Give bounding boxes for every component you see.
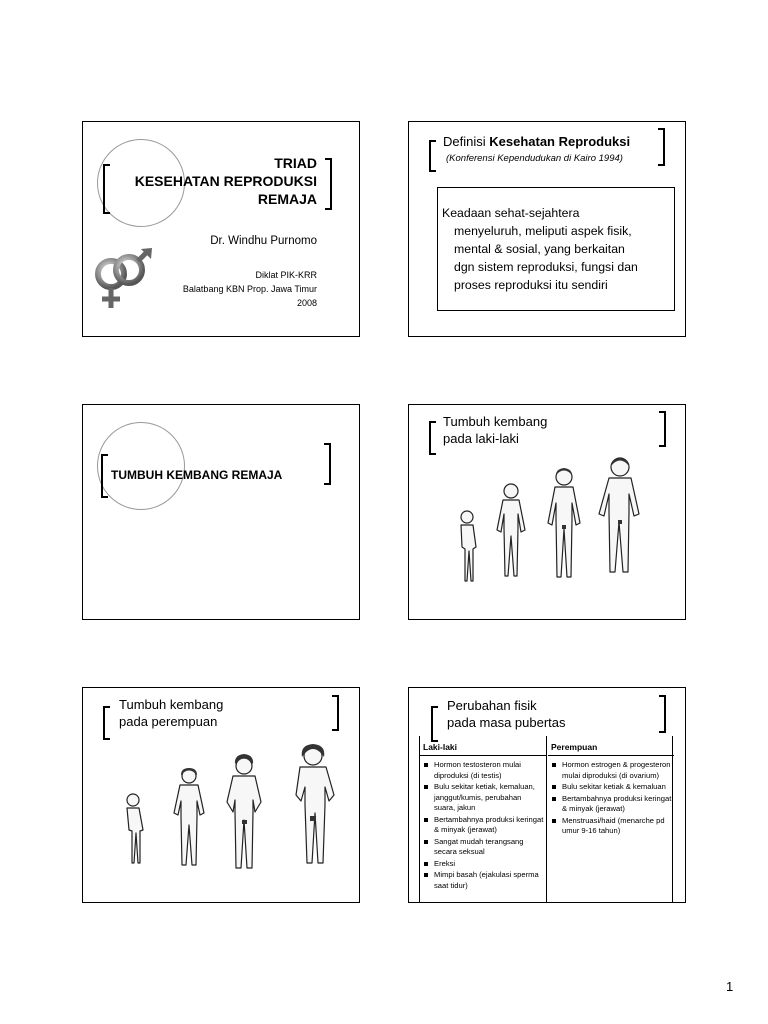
slide-title: Tumbuh kembang pada laki-laki	[443, 414, 548, 446]
left-bracket	[429, 421, 436, 455]
list-item: Sangat mudah terangsang secara seksual	[424, 837, 544, 858]
female-column	[548, 736, 674, 903]
slide-title: Perubahan fisik pada masa pubertas	[447, 698, 566, 730]
column-header-female: Perempuan	[548, 736, 674, 756]
male-column	[420, 736, 547, 903]
right-bracket	[659, 695, 666, 733]
right-bracket	[325, 158, 332, 210]
decorative-circle	[97, 422, 185, 510]
list-item: Bertambahnya produksi keringat & minyak (jerawat)	[424, 815, 544, 836]
list-item: Ereksi	[424, 859, 544, 870]
list-item: Bulu sekitar ketiak, kemaluan, janggut/kumis, perubahan suara, jakun	[424, 782, 544, 814]
definition-text: Keadaan sehat-sejahtera menyeluruh, meliputi aspek fisik, mental & sosial, yang berkaitan dgn sistem reproduksi, fungsi dan proses reproduksi itu sendiri	[442, 206, 638, 292]
list-item: Hormon estrogen & progesteron mulai diproduksi (di ovarium)	[552, 760, 672, 781]
list-item: Menstruasi/haid (menarche pd umur 9-16 tahun)	[552, 816, 672, 837]
left-bracket	[101, 454, 108, 498]
right-bracket	[332, 695, 339, 731]
puberty-comparison-table	[419, 736, 673, 903]
page-number: 1	[726, 979, 734, 994]
list-item: Bulu sekitar ketiak & kemaluan	[552, 782, 672, 793]
slide-title: TUMBUH KEMBANG REMAJA	[111, 468, 283, 482]
definition-box	[437, 187, 675, 311]
slide-3	[82, 404, 360, 620]
male-female-symbol-icon	[89, 248, 155, 314]
left-bracket	[429, 140, 436, 172]
slide-title: Tumbuh kembang pada perempuan	[119, 697, 224, 729]
slide-2	[408, 121, 686, 337]
slide-6	[408, 687, 686, 903]
list-item: Hormon testosteron mulai diproduksi (di testis)	[424, 760, 544, 781]
female-growth-figures-illustration	[103, 742, 349, 902]
list-item: Mimpi basah (ejakulasi sperma saat tidur)	[424, 870, 544, 891]
slide-4	[408, 404, 686, 620]
right-bracket	[324, 443, 331, 485]
slide-title: TRIAD KESEHATAN REPRODUKSI REMAJA	[134, 155, 317, 207]
male-growth-figures-illustration	[445, 453, 649, 617]
right-bracket	[658, 128, 665, 166]
list-item: Bertambahnya produksi keringat & minyak (jerawat)	[552, 794, 672, 815]
slide-heading: Definisi Kesehatan Reproduksi	[443, 134, 631, 149]
column-header-male: Laki-laki	[420, 736, 546, 756]
slide-1	[82, 121, 360, 337]
slide-5	[82, 687, 360, 903]
presentation-meta: Diklat PIK-KRR Balatbang KBN Prop. Jawa Timur 2008	[182, 270, 317, 308]
right-bracket	[659, 411, 666, 447]
left-bracket	[103, 706, 110, 740]
author-name: Dr. Windhu Purnomo	[210, 235, 317, 247]
slide-subtitle: (Konferensi Kependudukan di Kairo 1994)	[446, 153, 623, 164]
